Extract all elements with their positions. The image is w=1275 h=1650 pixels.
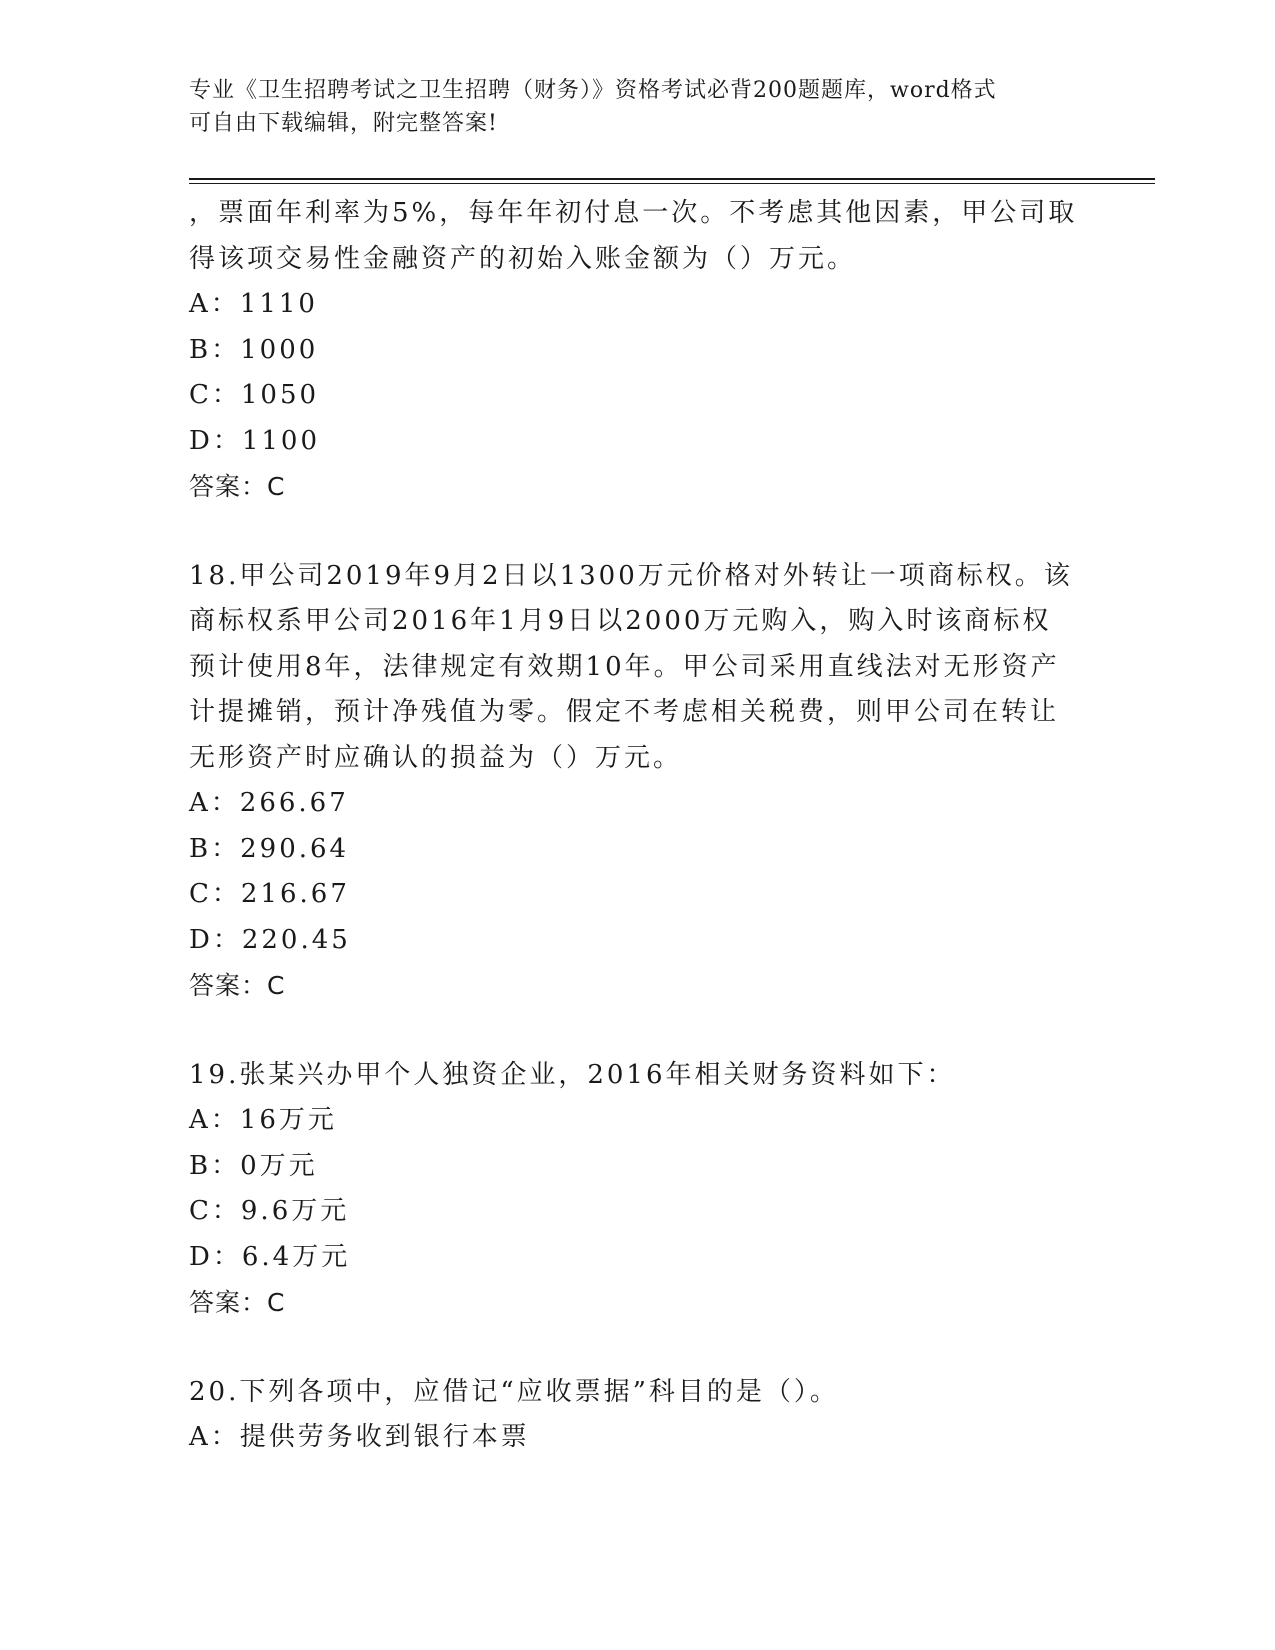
question-20-option-a: A：提供劳务收到银行本票 (189, 1422, 530, 1452)
question-17-option-c: C：1050 (189, 380, 320, 410)
question-19-text-line: 19.张某兴办甲个人独资企业，2016年相关财务资料如下： (189, 1059, 956, 1090)
question-17-option-b: B：1000 (189, 334, 319, 365)
question-19-answer: 答案：C (189, 1288, 286, 1317)
spacer (189, 1009, 1089, 1053)
spacer (189, 510, 1089, 554)
document-header (189, 74, 1089, 140)
question-19-option-c: C：9.6万元 (189, 1196, 350, 1226)
question-17-text-line: ，票面年利率为5%，每年年初付息一次。不考虑其他因素，甲公司取 (189, 198, 1078, 228)
question-19-option-d: D：6.4万元 (189, 1241, 351, 1272)
question-18 (189, 554, 1089, 1009)
question-18-text-line: 计提摊销，预计净残值为零。假定不考虑相关税费，则甲公司在转让 (189, 697, 1060, 727)
header-line-1: 专业《卫生招聘考试之卫生招聘（财务）》资格考试必背200题题库，word格式 (189, 78, 997, 103)
question-20 (189, 1370, 1089, 1461)
header-divider-thin (189, 183, 1155, 184)
spacer (189, 1326, 1089, 1370)
header-divider-thick (189, 178, 1155, 180)
header-line-2: 可自由下载编辑，附完整答案! (189, 111, 498, 136)
question-17-option-d: D：1100 (189, 425, 321, 456)
question-18-option-b: B：290.64 (189, 833, 350, 864)
question-18-option-a: A：266.67 (189, 788, 349, 818)
question-19 (189, 1053, 1089, 1326)
question-18-answer: 答案：C (189, 971, 286, 1000)
question-17 (189, 191, 1089, 510)
question-18-option-c: C：216.67 (189, 879, 350, 909)
question-18-text-line: 预计使用8年，法律规定有效期10年。甲公司采用直线法对无形资产 (189, 651, 1060, 682)
question-20-text-line: 20.下列各项中，应借记“应收票据”科目的是（）。 (189, 1376, 839, 1407)
question-17-option-a: A：1110 (189, 289, 318, 319)
question-18-text-line: 18.甲公司2019年9月2日以1300万元价格对外转让一项商标权。该 (189, 560, 1073, 591)
question-list (189, 191, 1089, 1461)
question-18-text-line: 无形资产时应确认的损益为（）万元。 (189, 742, 683, 773)
question-17-answer: 答案：C (189, 472, 286, 501)
question-19-option-b: B：0万元 (189, 1150, 318, 1181)
question-18-option-d: D：220.45 (189, 924, 351, 955)
question-17-text-line: 得该项交易性金融资产的初始入账金额为（）万元。 (189, 243, 857, 274)
question-18-text-line: 商标权系甲公司2016年1月9日以2000万元购入，购入时该商标权 (189, 606, 1052, 636)
question-19-option-a: A：16万元 (189, 1105, 337, 1135)
